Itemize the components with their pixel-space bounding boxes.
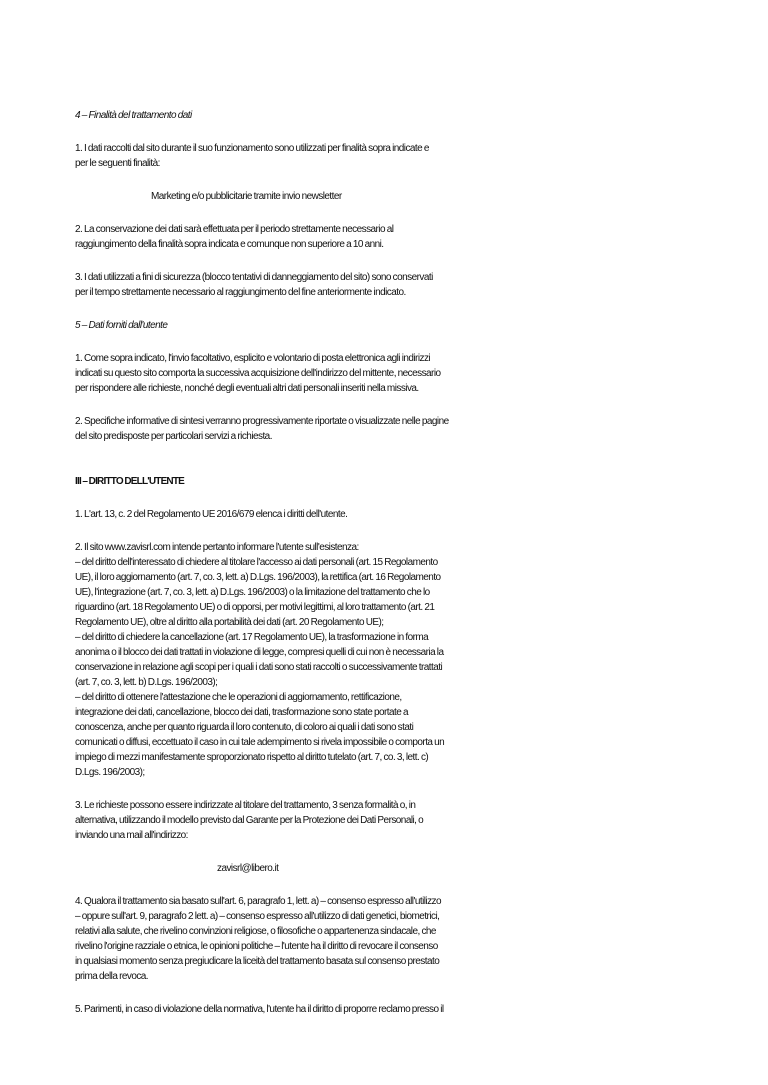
document-page bbox=[75, 108, 515, 1017]
section-3-paragraph-4: 4. Qualora il trattamento sia basato sull'art. 6, paragrafo 1, lett. a) – consenso espresso all'utilizzo – oppure sull'art. 9, paragrafo 2 lett. a) – consenso espresso all'utilizzo di dati genetici, biometrici, relativi alla salute, che rivelino convinzioni religiose, o filosofiche o appartenenza sindacale, che rivelino l'origine razziale o etnica, le opinioni politiche – l'utente ha il diritto di revocare il consenso in qualsiasi momento senza pregiudicare la liceità del trattamento basata sul consenso prestato prima della revoca. bbox=[75, 896, 442, 982]
section-4-paragraph-2: 2. La conservazione dei dati sarà effettuata per il periodo strettamente necessario al raggiungimento della finalità sopra indicata e comunque non superiore a 10 anni. bbox=[75, 224, 394, 250]
section-4-paragraph-3: 3. I dati utilizzati a fini di sicurezza (blocco tentativi di danneggiamento del sito) sono conservati per il tempo strettamente necessario al raggiungimento del fine anteriormente indicato. bbox=[75, 272, 433, 298]
section-3-paragraph-1: 1. L'art. 13, c. 2 del Regolamento UE 2016/679 elenca i diritti dell'utente. bbox=[75, 509, 348, 520]
section-3-paragraph-2: 2. Il sito www.zavisrl.com intende pertanto informare l'utente sull'esistenza: – del diritto dell'interessato di chiedere al titolare l'accesso ai dati personali (art. 15 Regolamento UE), il loro aggiornamento (art. 7, co. 3, lett. a) D.Lgs. 196/2003), la rettifica (art. 16 Regolamento UE), l'integrazione (art. 7, co. 3, lett. a) D.Lgs. 196/2003) o la limitazione del trattamento che lo riguardino (art. 18 Regolamento UE) o di opporsi, per motivi legittimi, al loro trattamento (art. 21 Regolamento UE), oltre al diritto alla portabilità dei dati (art. 20 Regolamento UE); – del diritto di chiedere la cancellazione (art. 17 Regolamento UE), la trasformazione in forma anonima o il blocco dei dati trattati in violazione di legge, compresi quelli di cui non è necessaria la conservazione in relazione agli scopi per i quali i dati sono stati raccolti o successivamente trattati (art. 7, co. 3, lett. b) D.Lgs. 196/2003); – del diritto di ottenere l'attestazione che le operazioni di aggiornamento, rettificazione, integrazione dei dati, cancellazione, blocco dei dati, trasformazione sono state portate a conoscenza, anche per quanto riguarda il loro contenuto, di coloro ai quali i dati sono stati comunicati o diffusi, eccettuato il caso in cui tale adempimento si rivela impossibile o comporta un impiego di mezzi manifestamente sproporzionato rispetto al diritto tutelato (art. 7, co. 3, lett. c) D.Lgs. 196/2003); bbox=[75, 542, 445, 778]
section-5-paragraph-1: 1. Come sopra indicato, l'invio facoltativo, esplicito e volontario di posta elettronica agli indirizzi indicati su questo sito comporta la successiva acquisizione dell'indirizzo del mittente, necessario per rispondere alle richieste, nonché degli eventuali altri dati personali inseriti nella missiva. bbox=[75, 353, 441, 394]
section-4-heading: 4 – Finalità del trattamento dati bbox=[75, 110, 192, 121]
section-4-purpose: Marketing e/o pubblicitarie tramite invio newsletter bbox=[151, 191, 342, 202]
contact-email: zavisrl@libero.it bbox=[217, 863, 279, 874]
section-5-heading: 5 – Dati forniti dall'utente bbox=[75, 320, 168, 331]
section-4-paragraph-1: 1. I dati raccolti dal sito durante il suo funzionamento sono utilizzati per finalità sopra indicate e per le seguenti finalità: bbox=[75, 143, 429, 169]
section-3-paragraph-3: 3. Le richieste possono essere indirizzate al titolare del trattamento, 3 senza formalità o, in alternativa, utilizzando il modello previsto dal Garante per la Protezione dei Dati Personali, o inviando una mail all'indirizzo: bbox=[75, 800, 424, 841]
section-5-paragraph-2: 2. Specifiche informative di sintesi verranno progressivamente riportate o visualizzate nelle pagine del sito predisposte per particolari servizi a richiesta. bbox=[75, 416, 449, 442]
section-3-heading: III – DIRITTO DELL'UTENTE bbox=[75, 476, 185, 487]
section-3-paragraph-5: 5. Parimenti, in caso di violazione della normativa, l'utente ha il diritto di proporre reclamo presso il bbox=[75, 1004, 444, 1015]
